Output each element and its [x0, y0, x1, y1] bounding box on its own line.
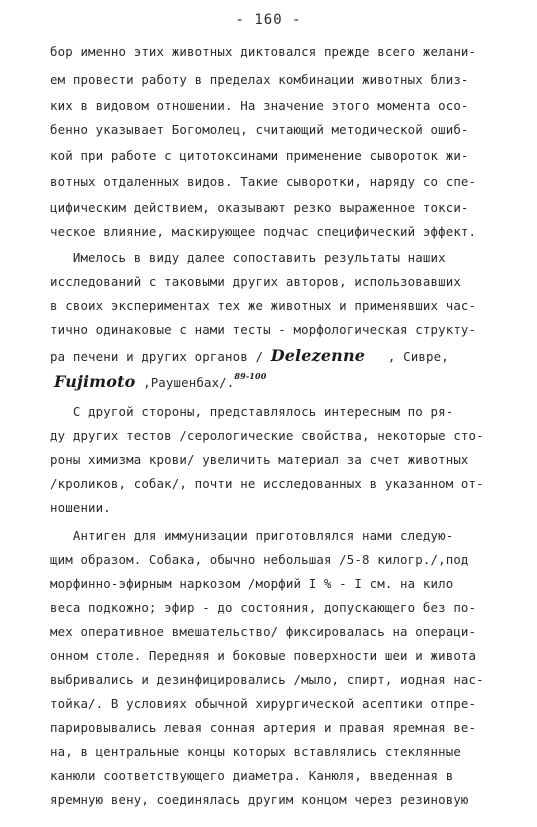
- text-line: онном столе. Передняя и боковые поверхности шеи и живота: [50, 648, 477, 663]
- text-line: ческое влияние, маскирующее подчас специфический эффект.: [50, 224, 477, 239]
- text-line: парировывались левая сонная артерия и правая яремная ве-: [50, 720, 477, 735]
- text-line: яремную вену, соединялась другим концом через резиновую: [50, 792, 469, 807]
- text-line: в своих экспериментах тех же животных и применявших час-: [50, 298, 477, 313]
- handwritten-note: 89-100: [234, 371, 267, 381]
- text-line: канюли соответствующего диаметра. Канюля, введенная в: [50, 768, 454, 783]
- text-line: щим образом. Собака, обычно небольшая /5-8 килогр./,под: [50, 552, 469, 567]
- text-line: исследований с таковыми других авторов, использовавших: [50, 274, 461, 289]
- text-line: ду других тестов /серологические свойства, некоторые сто-: [50, 428, 484, 443]
- text-line: на, в центральные концы которых вставлялись стеклянные: [50, 744, 461, 759]
- text-line: ношении.: [50, 500, 111, 515]
- text-fragment: , Сивре,: [387, 349, 449, 364]
- handwritten-name: Delezenne: [270, 346, 366, 365]
- text-fragment: ра печени и других органов /: [50, 349, 264, 364]
- text-line-with-handwriting: [54, 371, 267, 392]
- text-line: тично одинаковые с нами тесты - морфологическая структу-: [50, 322, 477, 337]
- text-line: цифическим действием, оказывают резко выраженное токси-: [50, 200, 469, 215]
- text-line: ких в видовом отношении. На значение этого момента осо-: [50, 98, 469, 113]
- text-line: Имелось в виду далее сопоставить результаты наших: [50, 250, 446, 265]
- text-line-with-handwriting: [50, 348, 449, 365]
- text-line: С другой стороны, представлялось интересным по ря-: [50, 404, 454, 419]
- page-number: - 160 -: [235, 12, 302, 28]
- text-line: морфинно-эфирным наркозом /морфий I % - I см. на кило: [50, 576, 454, 591]
- text-line: мех оперативное вмешательство/ фиксировалась на операци-: [50, 624, 477, 639]
- text-line: кой при работе с цитотоксинами применение сывороток жи-: [50, 148, 469, 163]
- text-line: Антиген для иммунизации приготовлялся нами следую-: [50, 528, 454, 543]
- text-line: тойка/. В условиях обычной хирургической асептики отпре-: [50, 696, 477, 711]
- text-line: бенно указывает Богомолец, считающий методической ошиб-: [50, 122, 469, 137]
- text-line: выбривались и дезинфицировались /мыло, спирт, иодная нас-: [50, 672, 484, 687]
- text-line: вотных отдаленных видов. Такие сыворотки, наряду со спе-: [50, 174, 477, 189]
- handwritten-name: Fujimoto: [54, 372, 136, 391]
- text-line: ем провести работу в пределах комбинации животных близ-: [50, 72, 469, 87]
- text-fragment: ,Раушенбах/.: [143, 375, 235, 390]
- text-line: бор именно этих животных диктовался прежде всего желани-: [50, 44, 477, 59]
- text-line: веса подкожно; эфир - до состояния, допускающего без по-: [50, 600, 477, 615]
- text-line: /кроликов, собак/, почти не исследованных в указанном от-: [50, 476, 484, 491]
- text-line: роны химизма крови/ увеличить материал за счет животных: [50, 452, 469, 467]
